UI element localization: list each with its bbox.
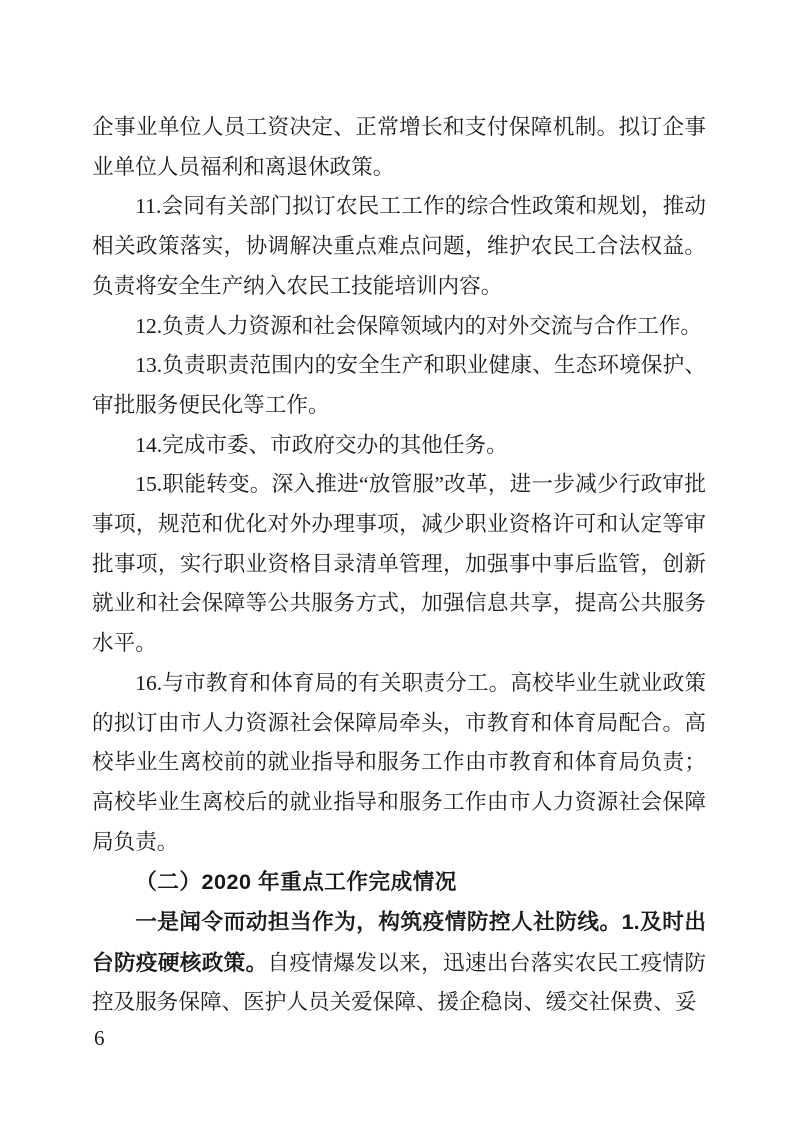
section-heading: （二）2020 年重点工作完成情况: [135, 869, 457, 895]
paragraph-item-14: 14.完成市委、市政府交办的其他任务。: [135, 432, 508, 457]
highlight-body-text: 自疫情爆发以来，迅速出台落实农民工疫情防控及服务保障、医护人员关爱保障、援企稳岗、缓交社保费、妥: [92, 950, 706, 1015]
paragraph-item-12: 12.负责人力资源和社会保障领域内的对外交流与合作工作。: [135, 313, 703, 338]
paragraph-item-13: 13.负责职责范围内的安全生产和职业健康、生态环境保护、审批服务便民化等工作。: [92, 353, 706, 417]
document-body: [92, 108, 706, 1023]
paragraph-item-15: 15.职能转变。深入推进“放管服”改革，进一步减少行政审批事项，规范和优化对外办理事项，减少职业资格许可和认定等审批事项，实行职业资格目录清单管理，加强事中事后监管，创新就业和社会保障等公共服务方式，加强信息共享，提高公共服务水平。: [92, 472, 706, 656]
paragraph-continuation: 企事业单位人员工资决定、正常增长和支付保障机制。拟订企事业单位人员福利和离退休政策。: [92, 115, 706, 179]
paragraph-highlight: [92, 902, 706, 1023]
paragraph-item-16: 16.与市教育和体育局的有关职责分工。高校毕业生就业政策的拟订由市人力资源社会保障局牵头，市教育和体育局配合。高校毕业生离校前的就业指导和服务工作由市教育和体育局负责；高校毕业生离校后的就业指导和服务工作由市人力资源社会保障局负责。: [92, 670, 706, 854]
highlight-bold-lead: 一是闻令而动担当作为，构筑疫情防控人社防线。1.及时出台防疫硬核政策。: [92, 909, 706, 975]
paragraph-item-11: 11.会同有关部门拟订农民工工作的综合性政策和规划，推动相关政策落实，协调解决重点难点问题，维护农民工合法权益。负责将安全生产纳入农民工技能培训内容。: [92, 194, 706, 298]
page-number: 6: [94, 1026, 105, 1050]
